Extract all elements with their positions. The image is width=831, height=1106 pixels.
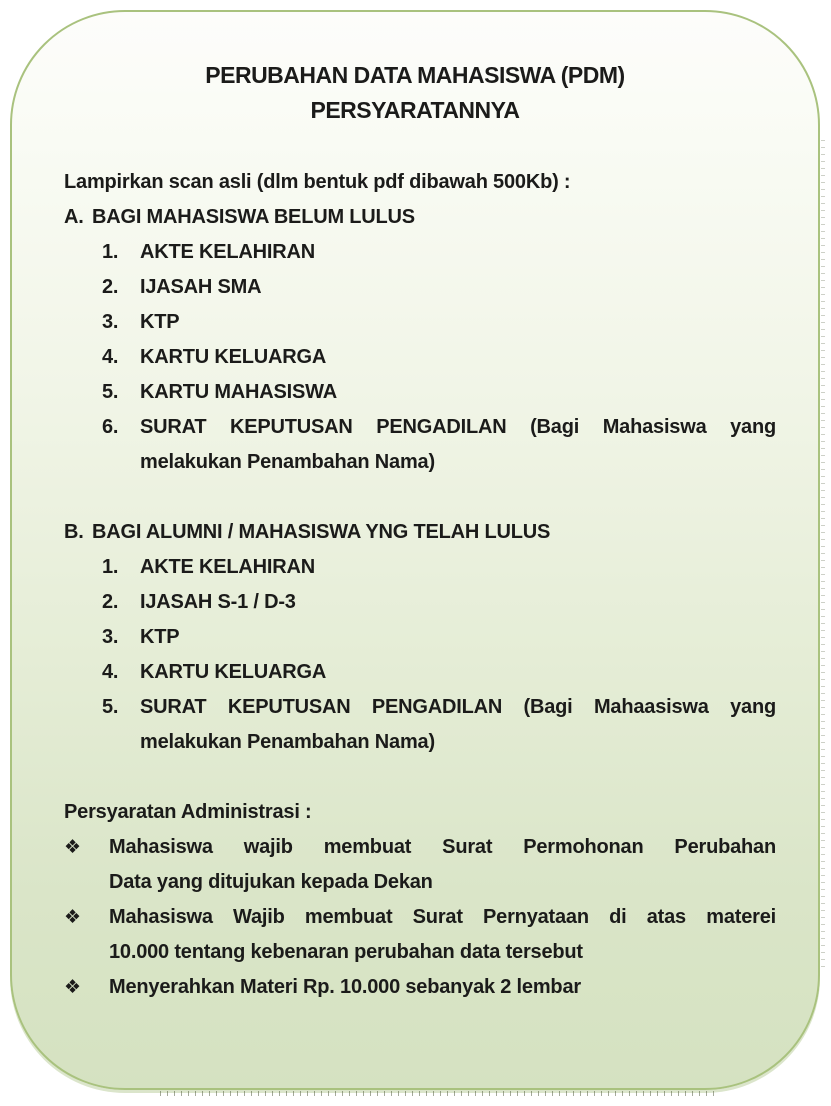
section-b-heading (64, 515, 776, 550)
item-number: 6. (102, 416, 119, 438)
list-item (64, 550, 776, 585)
bullet-text-line-1: Mahasiswa Wajib membuat Surat Pernyataan di atas materei (109, 906, 776, 928)
bullet-item (64, 830, 776, 900)
item-text: AKTE KELAHIRAN (140, 556, 315, 578)
item-text-line-2: melakukan Penambahan Nama) (140, 731, 435, 753)
item-number: 2. (102, 276, 119, 298)
document-body (64, 165, 776, 1005)
document-card (10, 10, 820, 1090)
list-item (64, 305, 776, 340)
list-item (64, 235, 776, 270)
item-text: KTP (140, 626, 180, 648)
list-item (64, 270, 776, 305)
item-text: KARTU KELUARGA (140, 661, 327, 683)
item-text: KTP (140, 311, 180, 333)
item-number: 4. (102, 346, 119, 368)
section-a-heading (64, 200, 776, 235)
bullet-text-line-2: Data yang ditujukan kepada Dekan (109, 871, 433, 893)
section-b-heading-text: BAGI ALUMNI / MAHASISWA YNG TELAH LULUS (92, 521, 551, 543)
bullet-text-line-2: 10.000 tentang kebenaran perubahan data tersebut (109, 941, 583, 963)
item-text-line-1: SURAT KEPUTUSAN PENGADILAN (Bagi Mahaasiswa yang (140, 696, 776, 718)
diamond-bullet-icon: ❖ (64, 907, 81, 928)
admin-heading: Persyaratan Administrasi : (64, 801, 312, 823)
list-item (64, 690, 776, 760)
item-text: KARTU KELUARGA (140, 346, 327, 368)
title-line-2: PERSYARATANNYA (310, 97, 520, 123)
item-number: 3. (102, 626, 119, 648)
list-item (64, 375, 776, 410)
item-text: IJASAH SMA (140, 276, 262, 298)
spacer (64, 760, 776, 795)
bullet-item (64, 900, 776, 970)
scan-artifact-ticks-bottom (160, 1091, 720, 1096)
item-number: 4. (102, 661, 119, 683)
item-text: AKTE KELAHIRAN (140, 241, 315, 263)
item-number: 3. (102, 311, 119, 333)
diamond-bullet-icon: ❖ (64, 977, 81, 998)
item-text-line-2: melakukan Penambahan Nama) (140, 451, 435, 473)
list-item (64, 620, 776, 655)
section-a-heading-text: BAGI MAHASISWA BELUM LULUS (92, 206, 415, 228)
bullet-text-line-1: Menyerahkan Materi Rp. 10.000 sebanyak 2 lembar (109, 976, 581, 998)
diamond-bullet-icon: ❖ (64, 837, 81, 858)
list-item (64, 655, 776, 690)
item-text: IJASAH S-1 / D-3 (140, 591, 296, 613)
item-number: 5. (102, 381, 119, 403)
item-text: KARTU MAHASISWA (140, 381, 337, 403)
spacer (64, 480, 776, 515)
list-item (64, 585, 776, 620)
item-number: 5. (102, 696, 119, 718)
item-text-line-1: SURAT KEPUTUSAN PENGADILAN (Bagi Mahasiswa yang (140, 416, 776, 438)
title-line-1: PERUBAHAN DATA MAHASISWA (PDM) (205, 62, 625, 88)
document-title (12, 58, 818, 128)
scan-artifact-ticks-right (821, 140, 825, 970)
list-item (64, 340, 776, 375)
item-number: 1. (102, 556, 119, 578)
intro-text: Lampirkan scan asli (dlm bentuk pdf dibawah 500Kb) : (64, 171, 571, 193)
bullet-item (64, 970, 776, 1005)
list-item (64, 410, 776, 480)
item-number: 1. (102, 241, 119, 263)
section-b-prefix: B. (64, 521, 84, 543)
section-a-prefix: A. (64, 206, 84, 228)
bullet-text-line-1: Mahasiswa wajib membuat Surat Permohonan Perubahan (109, 836, 776, 858)
item-number: 2. (102, 591, 119, 613)
